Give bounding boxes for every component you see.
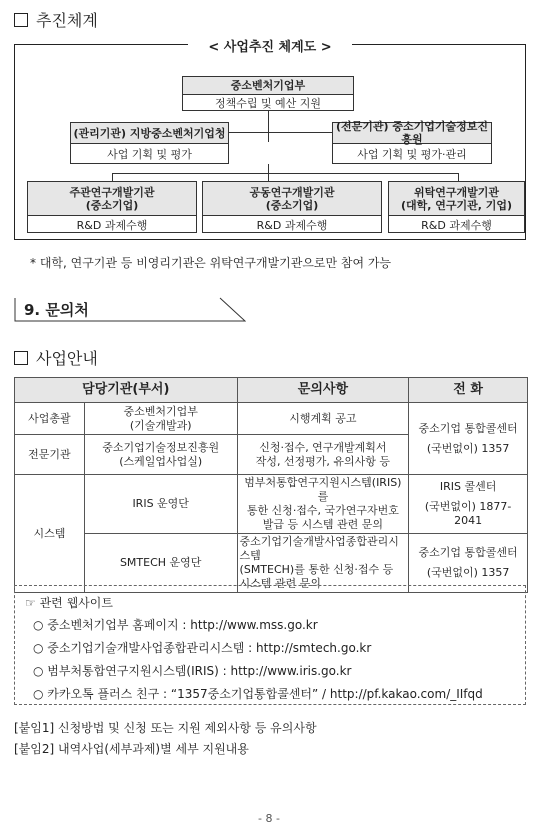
page-number: - 8 - (258, 812, 280, 825)
cell-line: 중소기업기술개발사업종합관리시스템 (239, 535, 399, 562)
org-box-joint-institution (202, 181, 382, 233)
connector-line (458, 173, 459, 181)
table-row (15, 475, 528, 534)
table-cell: 사업총괄 (15, 403, 85, 435)
org-box-consigned-institution (388, 181, 525, 233)
cell-line: 시스템 관련 문의 (239, 577, 321, 590)
org-box-head-line: 공동연구개발기관 (249, 185, 335, 199)
section-heading-structure (14, 8, 98, 31)
cell-line: 중소기업기술정보진흥원 (102, 440, 220, 454)
table-cell (409, 534, 528, 593)
section-title: 사업안내 (36, 349, 98, 368)
related-websites-box (14, 585, 526, 705)
section-title: 9. 문의처 (24, 301, 89, 319)
org-box-head: 중소벤처기업부 (183, 77, 353, 95)
cell-line: 통한 신청·접수, 국가연구자번호 (246, 504, 399, 517)
section-heading-guide (14, 346, 98, 369)
table-cell (84, 403, 237, 435)
table-header-cell: 담당기관(부서) (15, 378, 238, 403)
links-title: ☞ 관련 웹사이트 (25, 596, 113, 610)
org-box-ministry (182, 76, 354, 111)
connector-line (112, 173, 113, 181)
attachment-2: [붙임2] 내역사업(세부과제)별 세부 지원내용 (14, 742, 249, 756)
connector-line (268, 110, 269, 142)
table-cell: 시행계획 공고 (237, 403, 409, 435)
cell-line: 중소벤처기업부 (123, 404, 198, 418)
chart-footnote: * 대학, 연구기관 등 비영리기관은 위탁연구개발기관으로만 참여 가능 (30, 256, 392, 270)
table-cell: SMTECH 운영단 (84, 534, 237, 593)
org-box-head-line: 주관연구개발기관 (69, 185, 155, 199)
table-cell (409, 403, 528, 475)
link-item-mss[interactable]: ○ 중소벤처기업부 홈페이지 : http://www.mss.go.kr (33, 618, 318, 632)
cell-line: (스케일업사업실) (119, 454, 203, 468)
square-bullet-icon (14, 351, 28, 365)
org-box-body: 사업 기획 및 평가 (107, 148, 192, 161)
cell-line: IRIS 콜센터 (439, 480, 497, 493)
org-box-specialized-agency (332, 122, 492, 164)
table-cell: IRIS 운영단 (84, 475, 237, 534)
org-box-head: (전문기관) 중소기업기술정보진흥원 (333, 123, 491, 144)
table-cell: 시스템 (15, 475, 85, 593)
org-box-body: R&D 과제수행 (76, 218, 148, 232)
table-row (15, 403, 528, 435)
table-header-row (15, 378, 528, 403)
org-box-body: R&D 과제수행 (421, 218, 492, 232)
section-heading-contact (14, 297, 244, 321)
square-bullet-icon (14, 13, 28, 27)
table-header-cell: 문의사항 (237, 378, 409, 403)
org-box-head-line: (중소기업) (85, 198, 139, 212)
table-cell (237, 435, 409, 475)
org-box-head: (관리기관) 지방중소벤처기업청 (71, 123, 228, 144)
cell-line: 작성, 선정평가, 유의사항 등 (255, 454, 391, 468)
table-cell (409, 475, 528, 534)
cell-line: (국번없이) 1357 (426, 441, 510, 455)
org-box-head-line: 위탁연구개발기관 (413, 185, 499, 199)
link-item-kakao[interactable]: ○ 카카오톡 플러스 친구 : “1357중소기업통합콜센터” / http://pf.kakao.com/_IIfqd (33, 687, 483, 701)
org-box-body: R&D 과제수행 (256, 218, 328, 232)
table-cell (84, 435, 237, 475)
link-item-smtech[interactable]: ○ 중소기업기술개발사업종합관리시스템 : http://smtech.go.kr (33, 641, 372, 655)
org-box-head-line: (대학, 연구기관, 기업) (400, 198, 513, 212)
link-item-iris[interactable]: ○ 범부처통합연구지원시스템(IRIS) : http://www.iris.go.kr (33, 664, 352, 678)
org-chart-title: < 사업추진 체계도 > (188, 36, 352, 52)
table-cell (237, 475, 409, 534)
section-title: 추진체계 (36, 11, 98, 30)
table-cell (237, 534, 409, 593)
attachment-1: [붙임1] 신청방법 및 신청 또는 지원 제외사항 등 유의사항 (14, 721, 317, 735)
cell-line: (국번없이) 1877-2041 (424, 500, 512, 527)
org-box-management-agency (70, 122, 229, 164)
org-box-body: 사업 기획 및 평가·관리 (357, 148, 467, 161)
table-cell: 전문기관 (15, 435, 85, 475)
table-row (15, 534, 528, 593)
cell-line: 신청·접수, 연구개발계획서 (259, 440, 387, 454)
connector-line (229, 132, 332, 133)
table-header-cell: 전 화 (409, 378, 528, 403)
org-box-body: 정책수립 및 예산 지원 (214, 97, 322, 110)
cell-line: 중소기업 통합콜센터 (418, 421, 518, 435)
org-box-head-line: (중소기업) (265, 198, 319, 212)
cell-line: (국번없이) 1357 (426, 566, 510, 579)
connector-line (112, 173, 458, 174)
cell-line: 중소기업 통합콜센터 (418, 546, 518, 559)
org-box-lead-institution (27, 181, 197, 233)
cell-line: (기술개발과) (129, 418, 192, 432)
cell-line: 발급 등 시스템 관련 문의 (262, 518, 383, 531)
cell-line: 범부처통합연구지원시스템(IRIS)를 (244, 476, 402, 503)
cell-line: (SMTECH)를 통한 신청·접수 등 (239, 563, 394, 576)
contact-table (14, 377, 528, 593)
